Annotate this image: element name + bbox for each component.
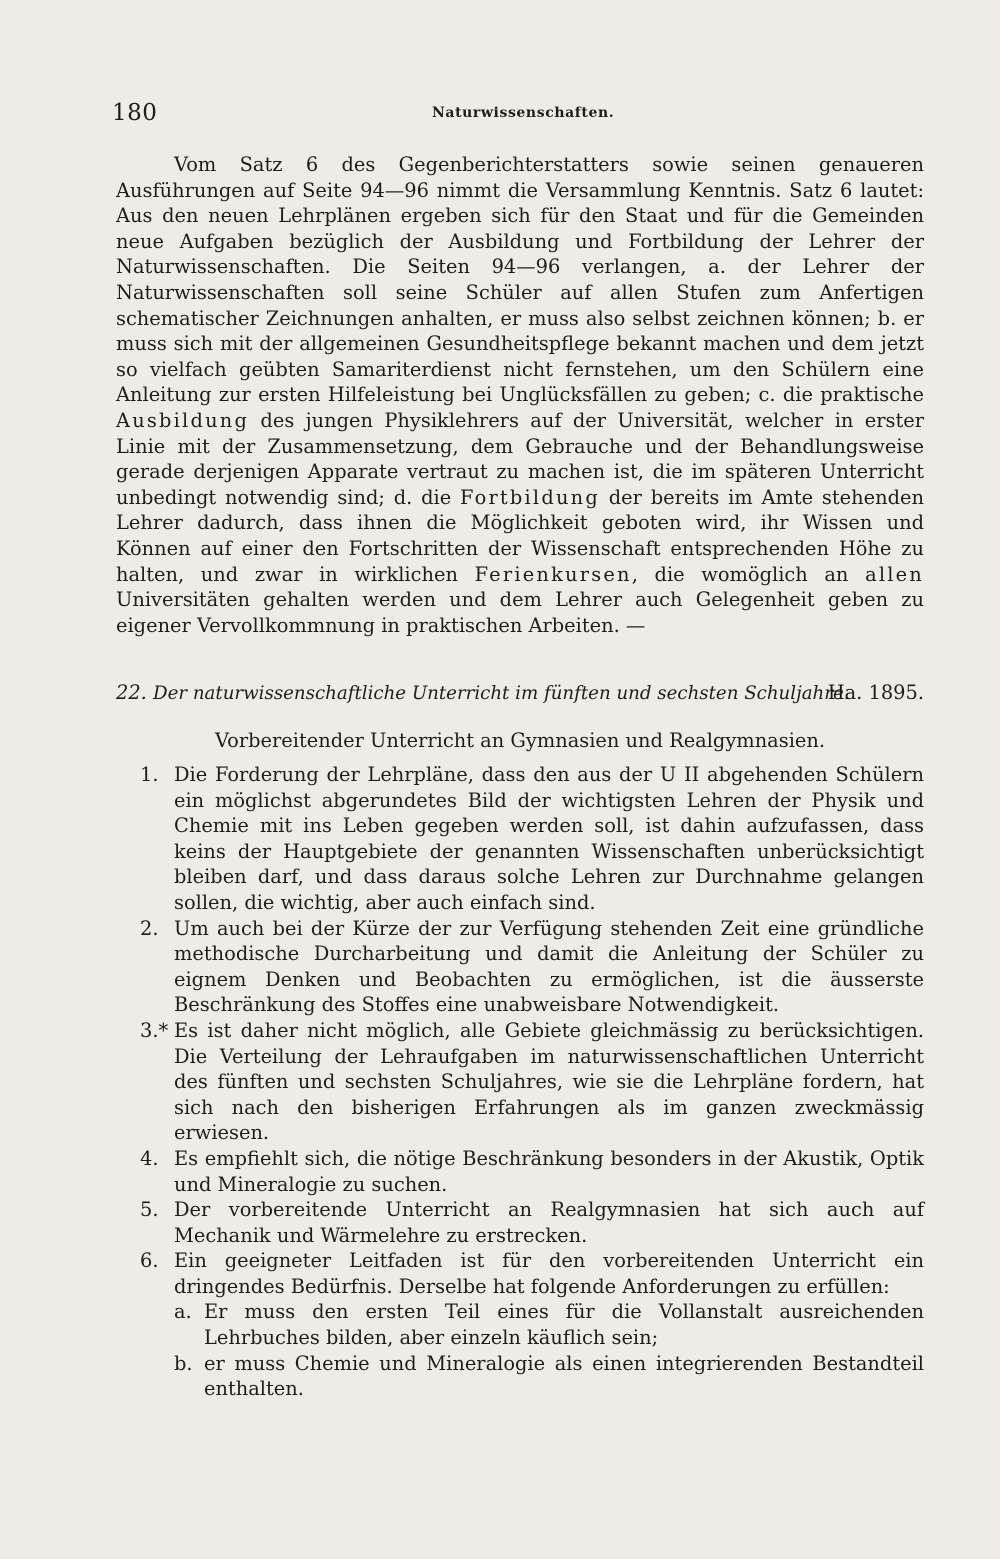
thesis-text: Ein geeigneter Leitfaden ist für den vorbereitenden Unterricht ein dringendes Bedürfnis. Derselbe hat folgende Anforderungen zu erfüllen: [174, 1249, 924, 1298]
intro-text-4: , die womöglich an [631, 562, 866, 586]
thesis-marker: 2. [140, 916, 159, 940]
subitem-text: er muss Chemie und Mineralogie als einen integrierenden Bestandteil enthalten. [204, 1351, 924, 1401]
page-number: 180 [112, 100, 158, 126]
intro-text-3: der bereits im Amte stehenden Lehrer dadurch, dass ihnen die Möglichkeit geboten wird, ihr Wissen und Können auf einer den Fortschritten der Wissenschaft entsprechenden Höhe zu halten, und zwar in wirklichen [116, 485, 924, 586]
thesis-item [116, 762, 924, 916]
intro-text-5: Universitäten gehalten werden und dem Lehrer auch Gelegenheit geben zu eigener Vervollkommnung in praktischen Arbeiten. — [116, 588, 924, 637]
thesis-item [116, 1018, 924, 1146]
section-title: Der naturwissenschaftliche Unterricht im fünften und sechsten Schuljahre. [153, 683, 850, 704]
section-heading [116, 680, 924, 707]
subitem [174, 1351, 924, 1402]
intro-paragraph [116, 152, 924, 638]
subitem-text: Er muss den ersten Teil eines für die Vollanstalt ausreichenden Lehrbuches bilden, aber einzeln käuflich sein; [204, 1300, 924, 1350]
thesis-marker: 3.* [140, 1018, 169, 1042]
intro-paragraph-block [116, 152, 924, 638]
thesis-marker: 5. [140, 1198, 159, 1222]
section-subtitle: Vorbereitender Unterricht an Gymnasien und Realgymnasien. [214, 729, 826, 752]
subitem-marker: a. [174, 1300, 192, 1324]
thesis-text: Es ist daher nicht möglich, alle Gebiete gleichmässig zu berücksichtigen. Die Verteilung der Lehraufgaben im naturwissenschaftlichen Unterricht des fünften und sechsten Schuljahres, wie sie die Lehrpläne fordern, hat sich nach den bisherigen Erfahrungen als im ganzen zweckmässig erwiesen. [174, 1018, 924, 1145]
thesis-item [116, 916, 924, 1018]
thesis-text: Die Forderung der Lehrpläne, dass den aus der U II abgehenden Schülern ein möglichst abgerundetes Bild der wichtigsten Lehren der Physik und Chemie mit ins Leben gegeben werden soll, ist dahin aufzufassen, dass keins der Hauptgebiete der genannten Wissenschaften unberücksichtigt bleiben darf, und dass daraus solche Lehren zur Durchnahme gelangen sollen, die wichtig, aber auch einfach sind. [174, 763, 924, 914]
page-header [112, 100, 924, 130]
intro-text-2: des jungen Physiklehrers auf der Universität, welcher in erster Linie mit der Zusammensetzung, dem Gebrauche und der Behandlungsweise gerade derjenigen Apparate vertraut zu machen ist, die im späteren Unterricht unbedingt notwendig sind; d. die [116, 408, 924, 509]
thesis-text: Es empfiehlt sich, die nötige Beschränkung besonders in der Akustik, Optik und Mineralogie zu suchen. [174, 1146, 924, 1196]
thesis-marker: 1. [140, 763, 159, 786]
emphasis-ausbildung: Ausbildung [116, 408, 250, 432]
thesis-subitems [174, 1299, 924, 1401]
intro-text-1: Vom Satz 6 des Gegenberichterstatters sowie seinen genaueren Ausführungen auf Seite 94—96 nimmt die Versammlung Kenntnis. Satz 6 lautet: Aus den neuen Lehrplänen ergeben sich für den Staat und für die Gemeinden neue Aufgaben bezüglich der Ausbildung und Fortbildung der Lehrer der Naturwissenschaften. Die Seiten 94—96 verlangen, a. der Lehrer der Naturwissenschaften soll seine Schüler auf allen Stufen zum Anfertigen schematischer Zeichnungen anhalten, er muss also selbst zeichnen können; b. er muss sich mit der allgemeinen Gesundheitspflege bekannt machen und dem jetzt so vielfach geübten Samariterdienst nicht fernstehen, um den Schülern eine Anleitung zur ersten Hilfeleistung bei Unglücksfällen zu geben; c. die praktische [116, 153, 924, 407]
thesis-marker: 6. [140, 1249, 159, 1273]
thesis-text: Der vorbereitende Unterricht an Realgymnasien hat sich auch auf Mechanik und Wärmelehre zu erstrecken. [174, 1198, 924, 1247]
emphasis-ferienkursen: Ferienkursen [474, 562, 632, 586]
running-head: Naturwissenschaften. [432, 105, 615, 121]
thesis-item [116, 1248, 924, 1402]
section-reference: Ha. 1895. [827, 681, 924, 704]
thesis-item [116, 1146, 924, 1197]
subitem [174, 1299, 924, 1350]
section-number: 22. [116, 681, 147, 704]
subitem-marker: b. [174, 1351, 193, 1375]
emphasis-allen: allen [865, 562, 924, 586]
theses-list [116, 762, 924, 1402]
thesis-marker: 4. [140, 1146, 159, 1170]
thesis-item [116, 1197, 924, 1248]
emphasis-fortbildung: Fortbildung [459, 485, 600, 509]
thesis-text: Um auch bei der Kürze der zur Verfügung stehenden Zeit eine gründliche methodische Durcharbeitung und damit die Anleitung der Schüler zu eignem Denken und Beobachten zu ermöglichen, ist die äusserste Beschränkung des Stoffes eine unabweisbare Notwendigkeit. [174, 916, 924, 1017]
